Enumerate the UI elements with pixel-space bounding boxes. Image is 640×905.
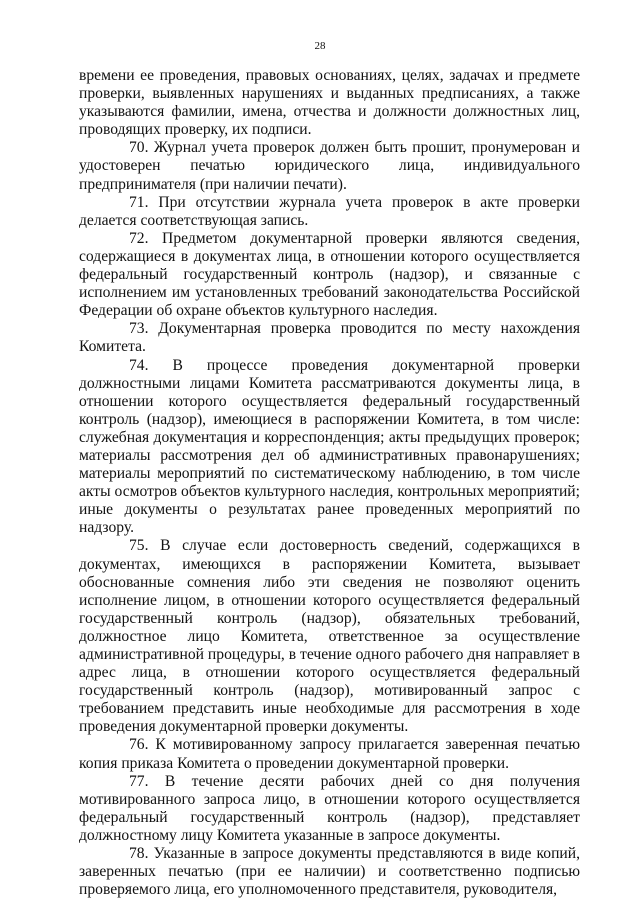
paragraph-75: 75. В случае если достоверность сведений, содержащихся в документах, имеющихся в распоряжении Комитета, вызывает обоснованные сомнения либо эти сведения не позволяют оценить исполнение лицом, в отношении которого осуществляется федеральный государственный контроль (надзор), обязательных требований, должностное лицо Комитета, ответственное за осуществление административной процедуры, в течение одного рабочего дня направляет в адрес лица, в отношении которого осуществляется федеральный государственный контроль (надзор), мотивированный запрос с требованием представить иные необходимые для рассмотрения в ходе проведения документарной проверки документы.: [79, 537, 580, 736]
paragraph-78: 78. Указанные в запросе документы представляются в виде копий, заверенных печатью (при ее наличии) и соответственно подписью проверяемого лица, его уполномоченного представителя, руководителя,: [79, 845, 580, 899]
paragraph-74: 74. В процессе проведения документарной проверки должностными лицами Комитета рассматриваются документы лица, в отношении которого осуществляется федеральный государственный контроль (надзор), имеющиеся в распоряжении Комитета, в том числе: служебная документация и корреспонденция; акты предыдущих проверок; материалы рассмотрения дел об административных правонарушениях; материалы мероприятий по систематическому наблюдению, в том числе акты осмотров объектов культурного наследия, контрольных мероприятий; иные документы о результатах ранее проведенных мероприятий по надзору.: [79, 356, 580, 537]
paragraph-76: 76. К мотивированному запросу прилагается заверенная печатью копия приказа Комитета о проведении документарной проверки.: [79, 736, 580, 772]
document-body: [79, 67, 580, 899]
paragraph-72: 72. Предметом документарной проверки являются сведения, содержащиеся в документах лица, в отношении которого осуществляется федеральный государственный контроль (надзор), и связанные с исполнением им установленных требований законодательства Российской Федерации об охране объектов культурного наследия.: [79, 229, 580, 320]
paragraph-continuation: времени ее проведения, правовых основаниях, целях, задачах и предмете проверки, выявленных нарушениях и выданных предписаниях, а также указываются фамилии, имена, отчества и должности должностных лиц, проводящих проверку, их подписи.: [79, 67, 580, 139]
paragraph-73: 73. Документарная проверка проводится по месту нахождения Комитета.: [79, 320, 580, 356]
page-number: 28: [314, 40, 326, 52]
paragraph-71: 71. При отсутствии журнала учета проверок в акте проверки делается соответствующая запись.: [79, 193, 580, 229]
paragraph-70: 70. Журнал учета проверок должен быть прошит, пронумерован и удостоверен печатью юридического лица, индивидуального предпринимателя (при наличии печати).: [79, 139, 580, 193]
paragraph-77: 77. В течение десяти рабочих дней со дня получения мотивированного запроса лицо, в отношении которого осуществляется федеральный государственный контроль (надзор), представляет должностному лицу Комитета указанные в запросе документы.: [79, 772, 580, 844]
